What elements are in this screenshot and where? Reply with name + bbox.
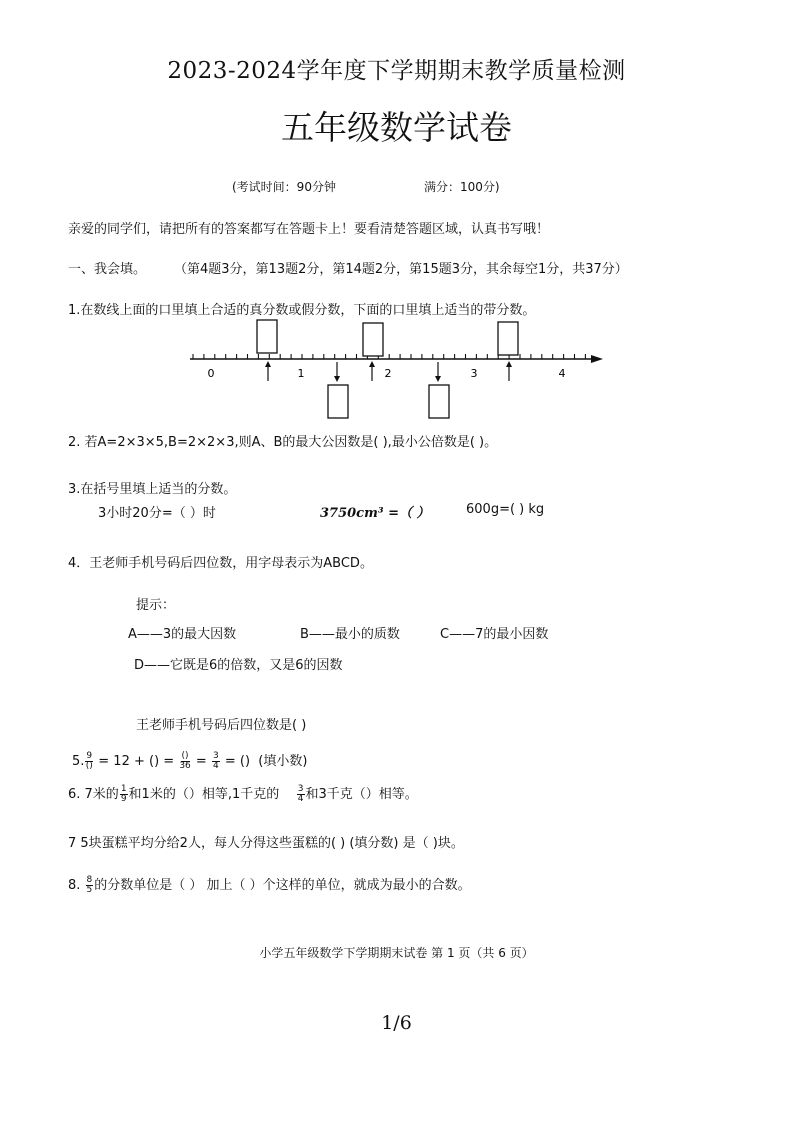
- hint-b: B——最小的质数: [300, 627, 400, 642]
- q5-f3-denominator: 4: [212, 761, 219, 771]
- q6-fraction-1: [120, 785, 128, 804]
- question-5-prefix: 5.: [72, 754, 85, 769]
- q5-note: (填小数): [258, 754, 308, 769]
- notice-text: 亲爱的同学们，请把所有的答案都写在答题卡上！要看清楚答题区域，认真书写哦！: [68, 222, 550, 237]
- answer-box-lower-1[interactable]: [328, 385, 348, 418]
- q6-f2-denominator: 4: [297, 794, 304, 804]
- q6-part-a: 6. 7米的: [68, 787, 119, 802]
- q5-f3-numerator: 3: [212, 751, 219, 761]
- question-1: 1.在数线上面的口里填上合适的真分数或假分数，下面的口里填上适当的带分数。: [68, 303, 536, 318]
- tick-label-0: 0: [207, 367, 215, 380]
- tick-label-3: 3: [470, 367, 478, 380]
- hint-d: D——它既是6的倍数，又是6的因数: [134, 658, 343, 673]
- q5-f2-numerator: (): [181, 751, 189, 761]
- question-2: 2. 若A=2×3×5,B=2×2×3,则A、B的最大公因数是( ),最小公倍数是( )。: [68, 435, 498, 450]
- q5-middle-1: = 12 + () =: [98, 754, 175, 769]
- q5-tail: = (): [224, 754, 251, 769]
- question-8: [68, 874, 471, 895]
- section1-label: 一、我会填。: [68, 262, 147, 277]
- question-3-math: 3750cm³ =（ ）: [320, 506, 430, 521]
- q6-f2-numerator: 3: [297, 784, 304, 794]
- number-line-figure: [185, 315, 610, 425]
- answer-box-lower-2[interactable]: [429, 385, 449, 418]
- q5-f2-denominator: 36: [179, 761, 191, 771]
- hint-c: C——7的最小因数: [440, 627, 549, 642]
- question-3: 3.在括号里填上适当的分数。: [68, 482, 237, 497]
- answer-box-upper-3[interactable]: [498, 322, 518, 355]
- tick-label-1: 1: [297, 367, 305, 380]
- question-5: [72, 750, 307, 771]
- question-3-part-1: 3小时20分=（ ）时: [98, 506, 216, 521]
- page-footer: 小学五年级数学下学期期末试卷 第 1 页（共 6 页）: [259, 946, 534, 960]
- arrow-up-2-head: [369, 361, 375, 367]
- hint-label: 提示：: [136, 598, 176, 613]
- question-7: 7 5块蛋糕平均分给2人，每人分得这些蛋糕的( ) (填分数) 是（ )块。: [68, 836, 464, 851]
- q5-f1-numerator: 9: [86, 751, 93, 761]
- answer-box-upper-2[interactable]: [363, 323, 383, 356]
- arrow-up-3-head: [506, 361, 512, 367]
- q6-f1-denominator: 9: [120, 794, 127, 804]
- arrow-down-2-head: [435, 376, 441, 382]
- question-4: 4．王老师手机号码后四位数，用字母表示为ABCD。: [68, 556, 373, 571]
- q8-denominator: 5: [86, 885, 93, 895]
- q6-f1-numerator: 1: [120, 784, 127, 794]
- q5-fraction-1: [85, 752, 93, 771]
- q5-fraction-2: [179, 752, 190, 771]
- exam-time: (考试时间：90分钟: [232, 180, 336, 194]
- exam-subtitle: 五年级数学试卷: [281, 108, 512, 147]
- question-3-part-2: [320, 502, 430, 521]
- tick-label-4: 4: [558, 367, 566, 380]
- arrow-down-1-head: [334, 376, 340, 382]
- q5-fraction-3: [212, 752, 220, 771]
- q5-f1-denominator: (): [85, 761, 93, 771]
- q8-prefix: 8.: [68, 878, 81, 893]
- q8-numerator: 8: [86, 875, 93, 885]
- question-4-answer: 王老师手机号码后四位数是( ): [136, 718, 307, 733]
- q6-part-c: 和3千克（）相等。: [305, 787, 418, 802]
- number-line-arrowhead: [591, 355, 603, 363]
- question-6: [68, 783, 418, 804]
- q6-fraction-2: [297, 785, 305, 804]
- hint-a: A——3的最大因数: [128, 627, 237, 642]
- page-number: 1/6: [381, 1012, 412, 1034]
- exam-title: 2023-2024学年度下学期期末教学质量检测: [167, 58, 626, 84]
- q6-part-b: 和1米的（）相等,1千克的: [128, 787, 280, 802]
- answer-box-upper-1[interactable]: [257, 320, 277, 353]
- q5-middle-2: =: [195, 754, 207, 769]
- question-3-part-3: 600g=( ) kg: [466, 502, 545, 517]
- section1-scoring: （第4题3分，第13题2分，第14题2分，第15题3分，其余每空1分，共37分）: [174, 262, 628, 277]
- exam-score: 满分：100分): [424, 180, 500, 194]
- tick-label-2: 2: [384, 367, 392, 380]
- arrow-up-1-head: [265, 361, 271, 367]
- q8-fraction: [86, 876, 94, 895]
- q8-text: 的分数单位是（ ） 加上（ ）个这样的单位，就成为最小的合数。: [94, 878, 471, 893]
